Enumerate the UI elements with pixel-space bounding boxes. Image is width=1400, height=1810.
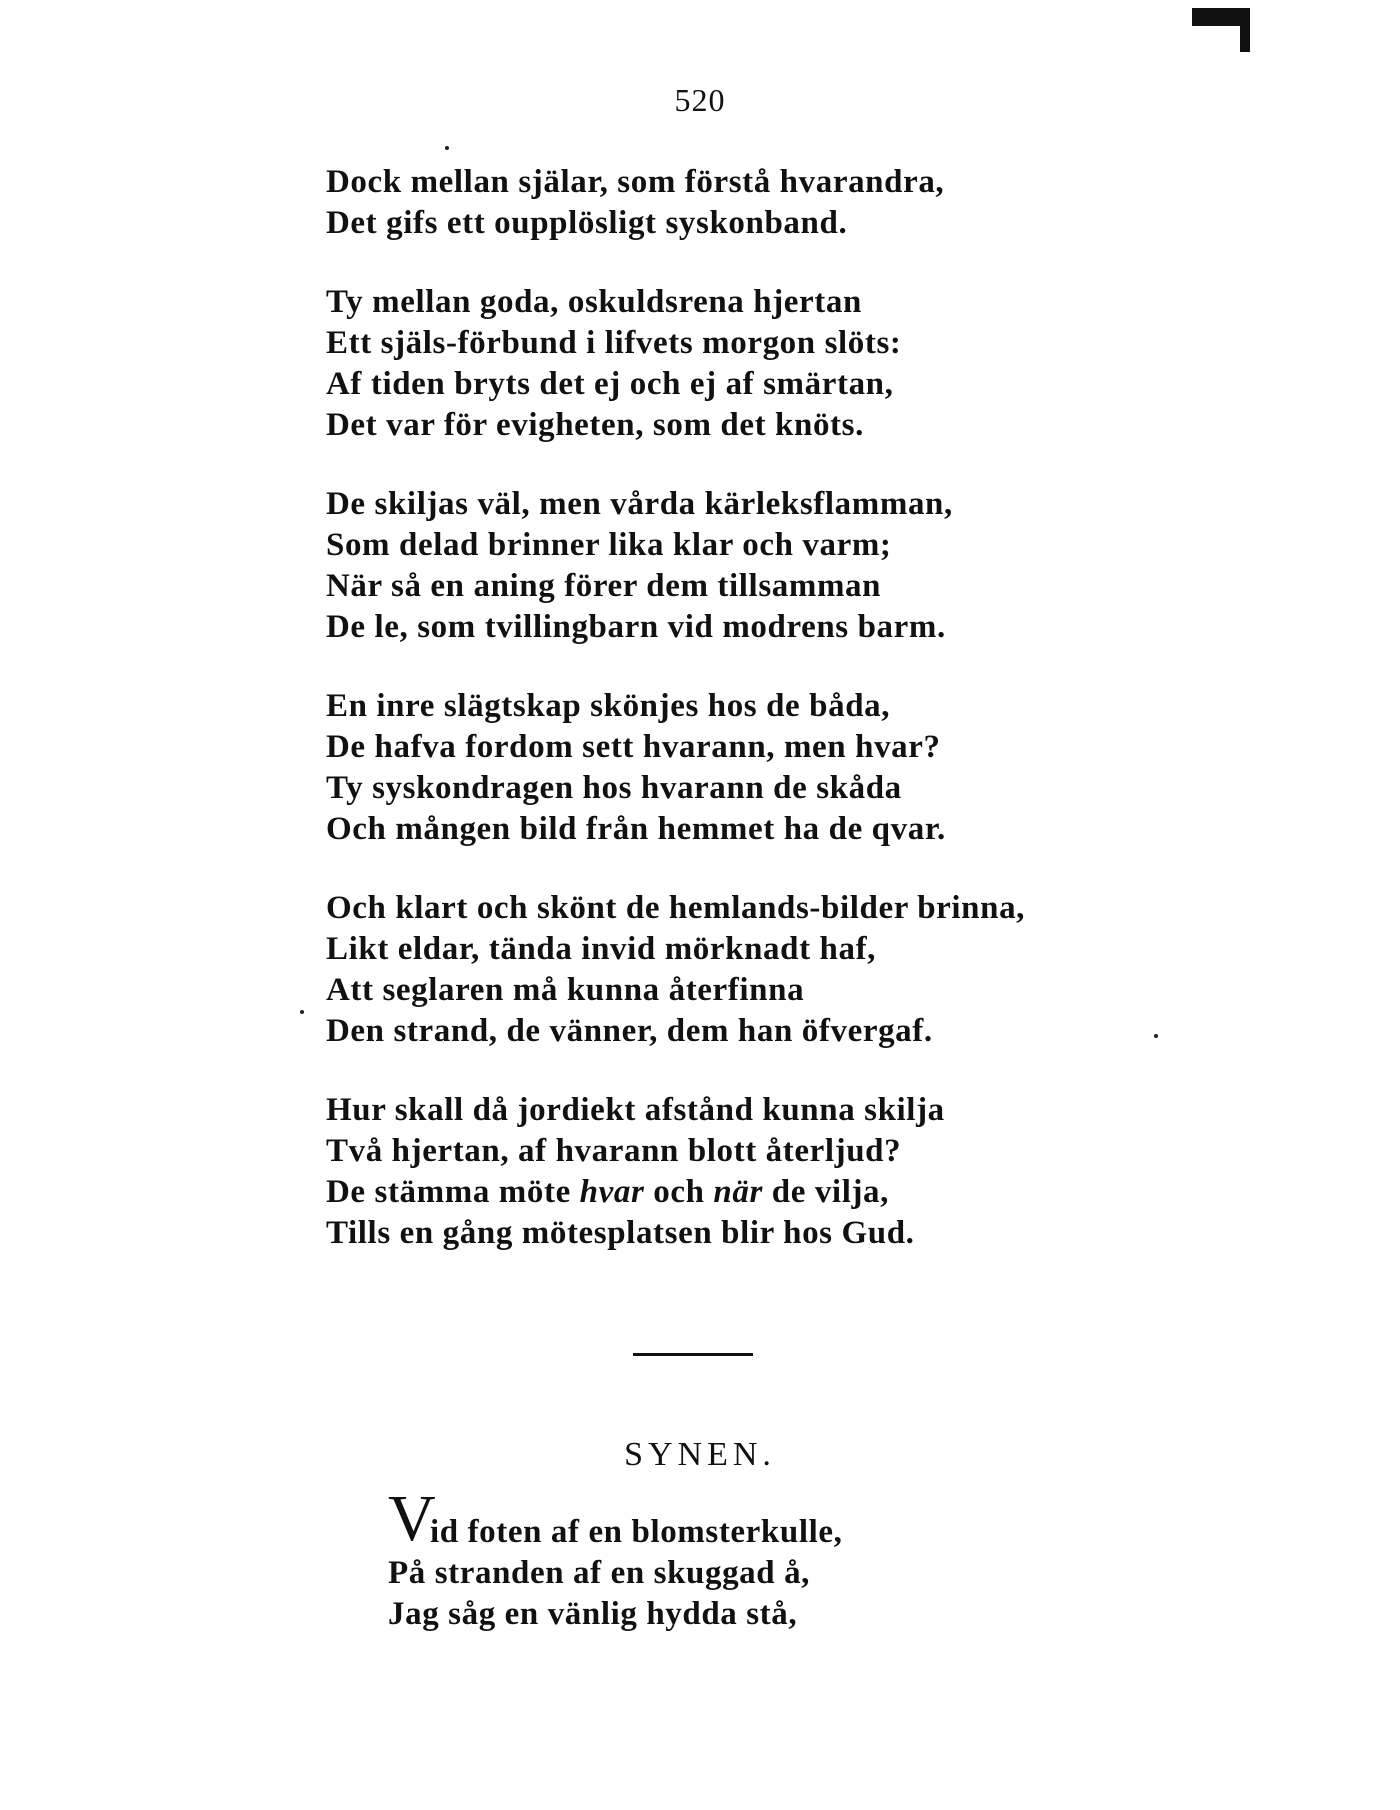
- section-title: SYNEN.: [624, 1436, 776, 1473]
- poem-line: Två hjertan, af hvarann blott återljud?: [326, 1133, 902, 1169]
- line-text: De stämma möte: [326, 1174, 580, 1210]
- poem-line: Som delad brinner lika klar och varm;: [326, 527, 892, 563]
- poem-line-with-italics: [326, 1172, 1326, 1213]
- poem-line: De hafva fordom sett hvarann, men hvar?: [326, 729, 941, 765]
- synen-lines: [388, 1512, 842, 1635]
- poem-line: Ty syskondragen hos hvarann de skåda: [326, 770, 902, 806]
- poem-line: Likt eldar, tända invid mörknadt haf,: [326, 931, 877, 967]
- stanza-4: [326, 686, 1326, 850]
- stanza-1: [326, 162, 1326, 244]
- poem-line: id foten af en blomsterkulle,: [430, 1514, 843, 1550]
- italic-word: hvar: [579, 1174, 645, 1210]
- poem-body: [326, 162, 1326, 1292]
- page-number: 520: [674, 82, 726, 118]
- scan-corner-mark-tail: [1240, 10, 1250, 52]
- stanza-5: [326, 888, 1326, 1052]
- poem-line: Dock mellan själar, som förstå hvarandra,: [326, 164, 945, 200]
- poem-line: Tills en gång mötesplatsen blir hos Gud.: [326, 1215, 915, 1251]
- poem-line: Hur skall då jordiekt afstånd kunna skilja: [326, 1092, 945, 1128]
- poem-line: Den strand, de vänner, dem han öfvergaf.: [326, 1013, 933, 1049]
- poem-line: Jag såg en vänlig hydda stå,: [388, 1596, 798, 1632]
- stanza-6: [326, 1090, 1326, 1254]
- poem-line: Ty mellan goda, oskuldsrena hjertan: [326, 284, 862, 320]
- poem-line: Och klart och skönt de hemlands-bilder brinna,: [326, 890, 1026, 926]
- line-text: och: [644, 1174, 714, 1210]
- poem-line: De skiljas väl, men vårda kärleksflamman,: [326, 486, 953, 522]
- poem-line: När så en aning förer dem tillsamman: [326, 568, 882, 604]
- poem-line: Och mången bild från hemmet ha de qvar.: [326, 811, 946, 847]
- poem-line: De le, som tvillingbarn vid modrens barm.: [326, 609, 946, 645]
- drop-cap: V: [388, 1482, 436, 1555]
- stanza-3: [326, 484, 1326, 648]
- poem-line: En inre slägtskap skönjes hos de båda,: [326, 688, 891, 724]
- stanza-2: [326, 282, 1326, 446]
- poem-line: Ett själs-förbund i lifvets morgon slöts:: [326, 325, 902, 361]
- poem-line: Det var för evigheten, som det knöts.: [326, 407, 864, 443]
- poem-line: Af tiden bryts det ej och ej af smärtan,: [326, 366, 894, 402]
- poem-line: Det gifs ett oupplösligt syskonband.: [326, 205, 848, 241]
- poem-line: På stranden af en skuggad å,: [388, 1555, 811, 1591]
- scan-speck: [445, 146, 449, 150]
- scan-speck: [300, 1010, 304, 1014]
- section-divider: [633, 1353, 753, 1356]
- poem-line: Att seglaren må kunna återfinna: [326, 972, 805, 1008]
- italic-word: när: [713, 1174, 763, 1210]
- line-text: de vilja,: [762, 1174, 889, 1210]
